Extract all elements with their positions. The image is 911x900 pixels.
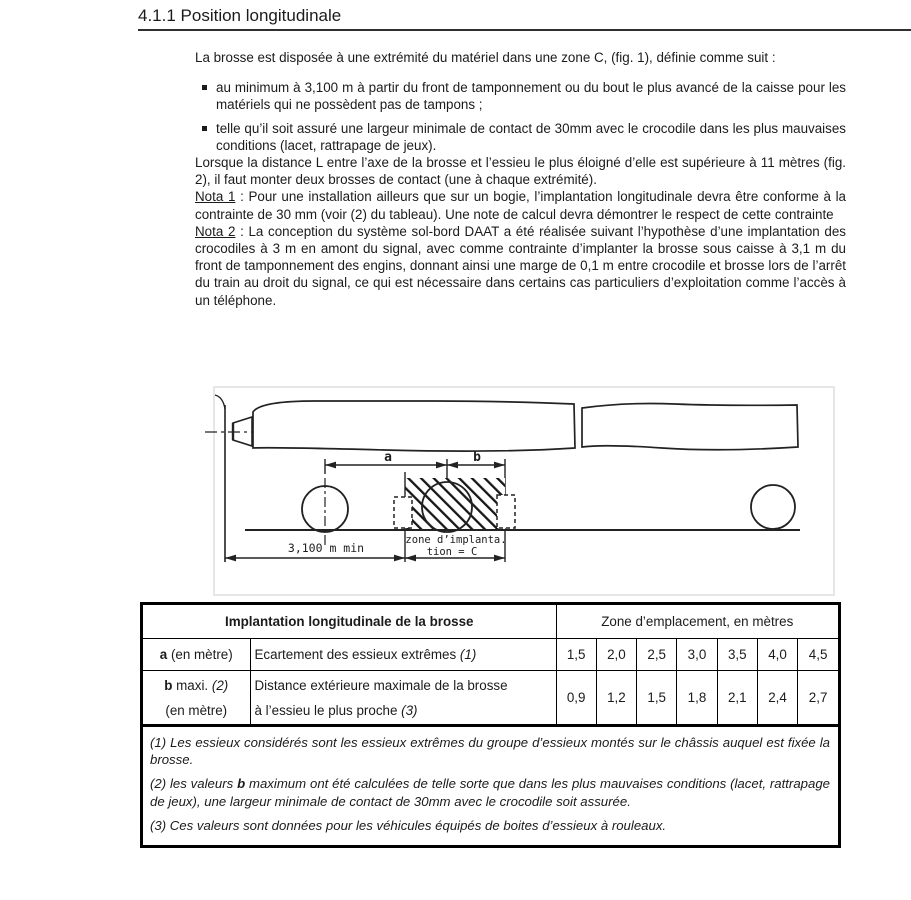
intro-paragraph: La brosse est disposée à une extrémité du matériel dans une zone C, (fig. 1), définie comme suit :: [195, 50, 776, 65]
footnote-3: (3) Ces valeurs sont données pour les véhicules équipés de boites d’essieux à rouleaux.: [150, 817, 667, 833]
row-b-description: [250, 671, 556, 725]
row-b-desc-line2: à l’essieu le plus proche (3): [254, 702, 418, 718]
body-text: [195, 49, 846, 309]
square-bullet-icon: [202, 85, 207, 90]
row-a-value: 4,0: [757, 639, 797, 671]
square-bullet-icon: [202, 126, 207, 131]
row-b-value: 0,9: [556, 671, 596, 725]
row-b-value: 2,4: [757, 671, 797, 725]
section-heading: 4.1.1 Position longitudinale: [138, 6, 342, 25]
row-b-label: [143, 671, 250, 725]
distance-rule-paragraph: Lorsque la distance L entre l’axe de la brosse et l’essieu le plus éloigné d’elle est supérieure à 11 mètres (fig. 2), il faut monter deux brosses de contact (une à chaque extrémité).: [195, 155, 846, 188]
bullet-list: [195, 79, 846, 154]
row-b-label-line1: b maxi. (2): [164, 677, 229, 693]
row-a-value: 4,5: [798, 639, 838, 671]
row-b-desc-line1: Distance extérieure maximale de la brosse: [254, 677, 508, 693]
row-a-value: 2,5: [637, 639, 677, 671]
footnote-2: (2) les valeurs b maximum ont été calculées de telle sorte que dans les plus mauvaises conditions (lacet, rattrapage de jeux), une largeur minimale de contact de 30mm avec le crocodile soit assurée.: [150, 776, 830, 809]
label-dimension-a: a: [384, 450, 392, 465]
footnote-1: (1) Les essieux considérés sont les essieux extrêmes du groupe d’essieux montés sur le châssis auquel est fixée la brosse.: [150, 735, 830, 768]
row-b-value: 1,5: [637, 671, 677, 725]
bullet-text: telle qu’il soit assuré une largeur minimale de contact de 30mm avec le crocodile dans les plus mauvaises conditions (lacet, rattrapage de jeux).: [216, 120, 846, 153]
label-dimension-b: b: [473, 450, 481, 465]
front-reference-line: [215, 395, 225, 562]
brush-extreme-right: [497, 495, 515, 528]
nota1-paragraph: Nota 1 : Pour une installation ailleurs que sur un bogie, l’implantation longitudinale devra être conforme à la contrainte de 30 mm (voir (2) du tableau). Une note de calcul devra démontrer le respect de cette contrainte: [195, 189, 847, 222]
row-a-label: a (en mètre): [143, 639, 250, 671]
zone-label-line1: zone d’implanta.: [405, 534, 507, 546]
brush-extreme-left: [394, 497, 412, 528]
table-row-a: [143, 639, 838, 671]
table-header-right: Zone d’emplacement, en mètres: [556, 605, 838, 639]
implantation-table: [140, 602, 841, 848]
row-b-label-line2: (en mètre): [165, 702, 228, 718]
row-b-value: 1,8: [677, 671, 717, 725]
nota2-paragraph: Nota 2 : La conception du système sol-bord DAAT a été réalisée suivant l’hypothèse d’une implantation des crocodiles à 3 m en amont du signal, avec comme contrainte d’implanter la brosse sous caisse à 3,1 m du front de tamponnement des engins, donnant ainsi une marge de 0,1 m entre crocodile et brosse lors de l’arrêt du train au droit du signal, ce qui est nécessaire dans certains cas particuliers d’exploitation comme l’accès à un téléphone.: [195, 223, 847, 308]
row-a-description: Ecartement des essieux extrêmes (1): [250, 639, 556, 671]
table-row-b: [143, 671, 838, 725]
row-a-value: 1,5: [556, 639, 596, 671]
wheel-rear: [751, 485, 795, 529]
row-b-value: 1,2: [596, 671, 636, 725]
bullet-item: [195, 79, 846, 113]
train-body-rear: [582, 404, 798, 450]
bullet-item: [195, 120, 846, 154]
table-header-left: Implantation longitudinale de la brosse: [143, 605, 556, 639]
row-a-value: 2,0: [596, 639, 636, 671]
row-b-value: 2,7: [798, 671, 838, 725]
label-3100m-min: 3,100 m min: [287, 541, 365, 555]
bullet-text: au minimum à 3,100 m à partir du front de tamponnement ou du bout le plus avancé de la caisse pour les matériels qui ne possèdent pas de tampons ;: [216, 80, 846, 113]
train-body-front: [253, 401, 575, 451]
row-a-value: 3,0: [677, 639, 717, 671]
heading-rule: [138, 29, 911, 31]
row-b-value: 2,1: [717, 671, 757, 725]
zone-label-line2: tion = C: [426, 546, 478, 558]
figure-implantation-diagram: [200, 386, 850, 598]
table-header-row: [143, 605, 838, 639]
table-footnotes: [143, 724, 838, 845]
implantation-zone: [405, 478, 505, 530]
row-a-value: 3,5: [717, 639, 757, 671]
